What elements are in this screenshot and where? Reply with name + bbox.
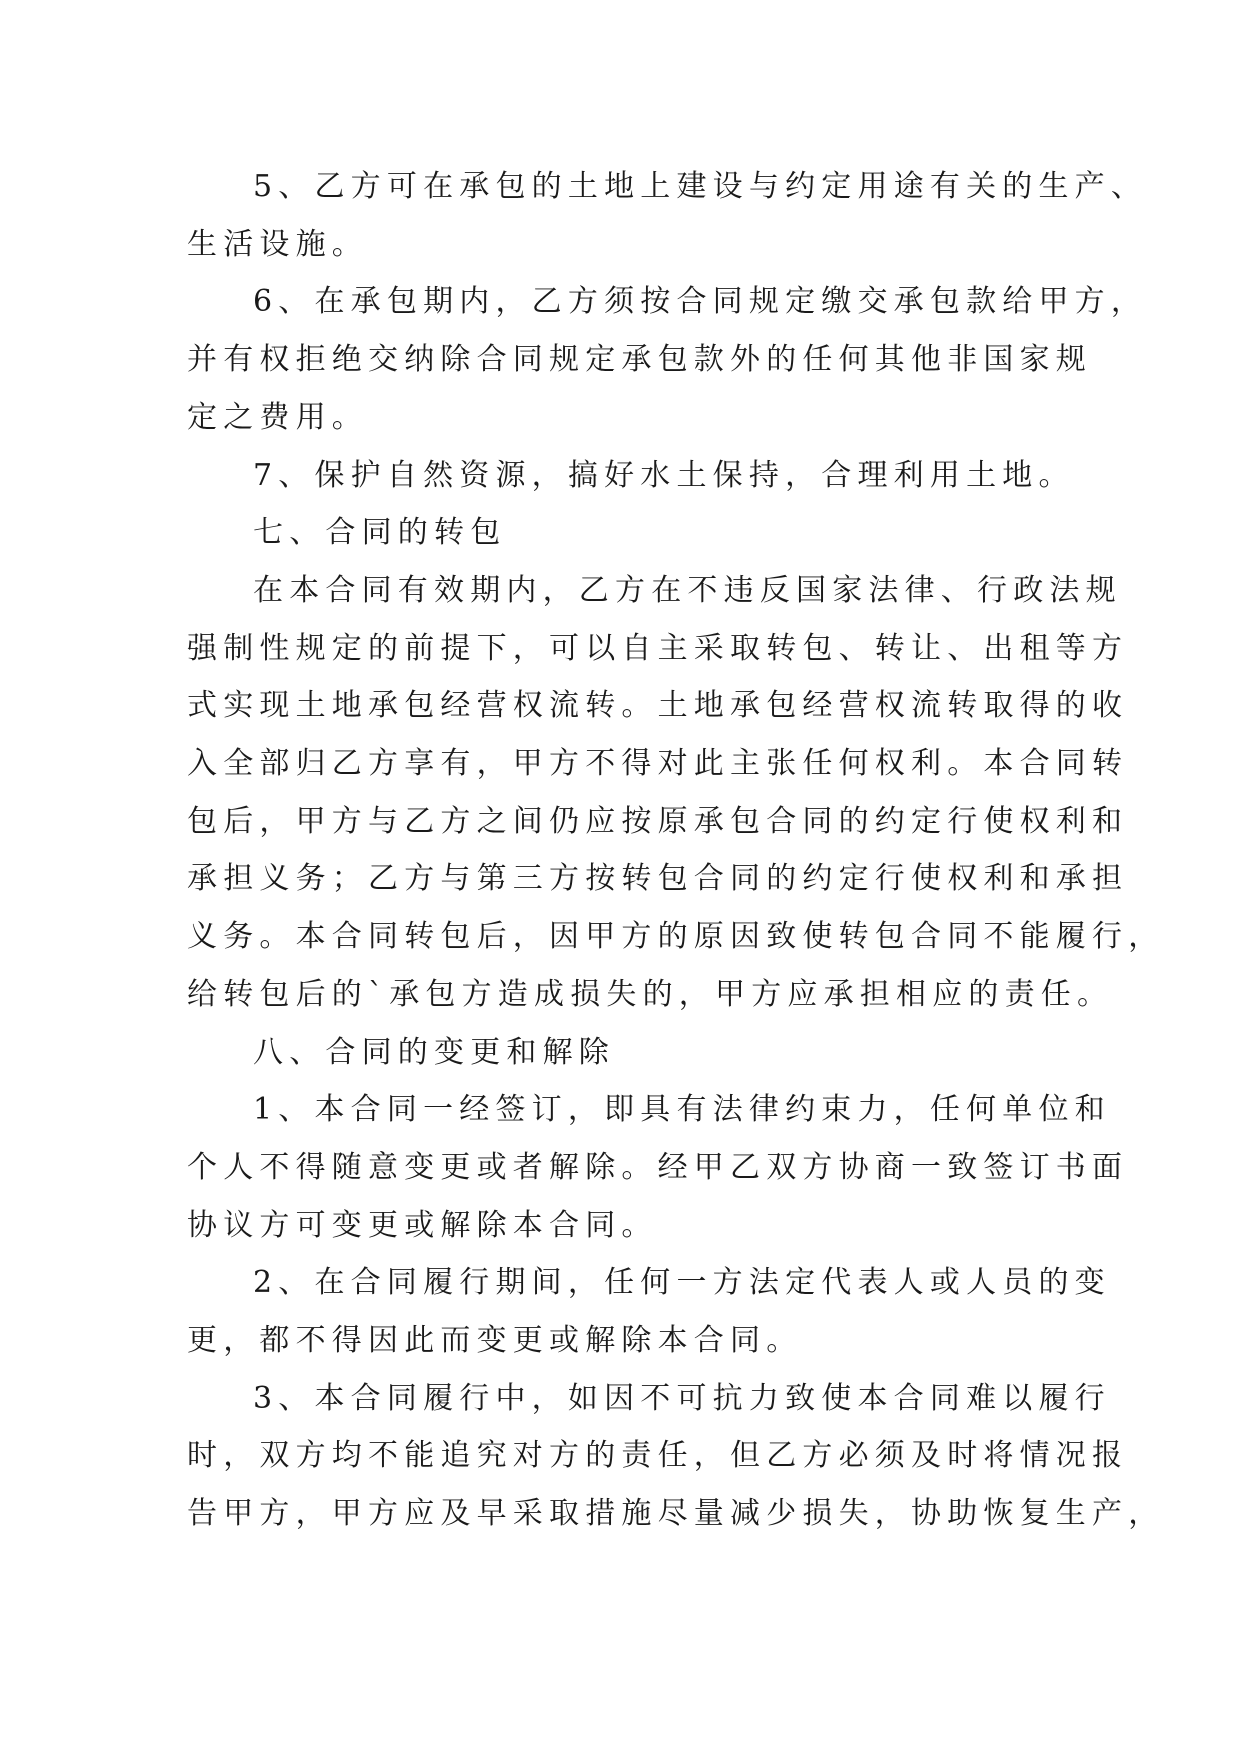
text-line: 1、本合同一经签订，即具有法律约束力，任何单位和 [253,1092,1111,1128]
text-line: 承担义务；乙方与第三方按转包合同的约定行使权利和承担 [187,861,1129,897]
text-line: 6、在承包期内，乙方须按合同规定缴交承包款给甲方， [253,284,1148,320]
text-line: 式实现土地承包经营权流转。土地承包经营权流转取得的收 [187,688,1129,724]
text-line: 更，都不得因此而变更或解除本合同。 [187,1323,803,1359]
document-body [187,158,1165,1543]
text-line: 2、在合同履行期间，任何一方法定代表人或人员的变 [253,1265,1111,1301]
text-line: 强制性规定的前提下，可以自主采取转包、转让、出租等方 [187,630,1129,666]
text-line: 入全部归乙方享有，甲方不得对此主张任何权利。本合同转 [187,746,1129,782]
text-line: 3、本合同履行中，如因不可抗力致使本合同难以履行 [253,1380,1111,1416]
text-line: 生活设施。 [187,226,368,262]
text-line: 包后，甲方与乙方之间仍应按原承包合同的约定行使权利和 [187,803,1129,839]
text-line: 告甲方，甲方应及早采取措施尽量减少损失，协助恢复生产， [187,1496,1165,1532]
text-line: 个人不得随意变更或者解除。经甲乙双方协商一致签订书面 [187,1149,1129,1185]
text-line: 在本合同有效期内，乙方在不违反国家法律、行政法规 [253,572,1122,608]
text-line: 并有权拒绝交纳除合同规定承包款外的任何其他非国家规 [187,342,1092,378]
text-line: 时，双方均不能追究对方的责任，但乙方必须及时将情况报 [187,1438,1129,1474]
text-line: 给转包后的`承包方造成损失的，甲方应承担相应的责任。 [187,976,1114,1012]
text-line: 协议方可变更或解除本合同。 [187,1207,658,1243]
text-line: 7、保护自然资源，搞好水土保持，合理利用土地。 [253,457,1075,493]
text-line: 定之费用。 [187,399,368,435]
text-line: 5、乙方可在承包的土地上建设与约定用途有关的生产、 [253,169,1148,204]
section-heading: 七、合同的转包 [253,515,507,551]
text-line: 义务。本合同转包后，因甲方的原因致使转包合同不能履行， [187,919,1165,955]
section-heading: 八、合同的变更和解除 [253,1034,615,1070]
